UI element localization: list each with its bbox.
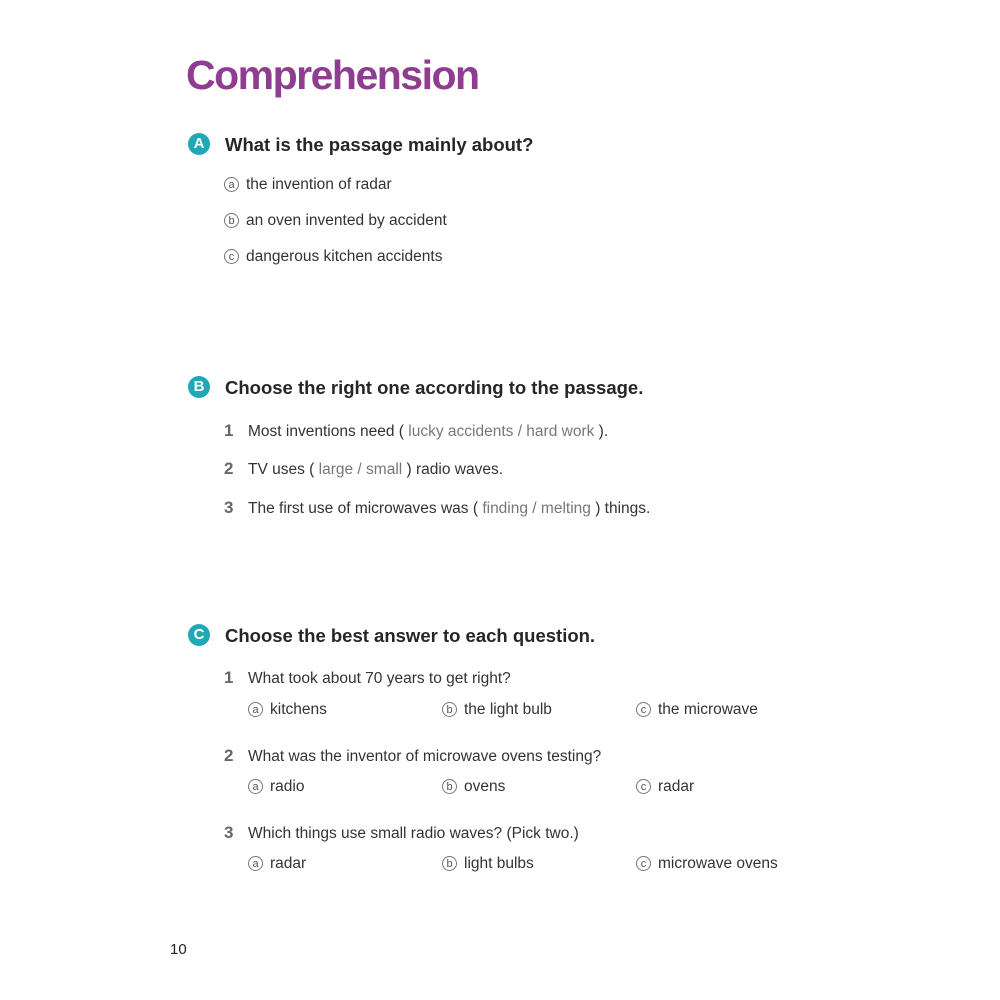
item-pre: The first use of microwaves was (248, 500, 469, 517)
section-a-option-c[interactable] (224, 248, 442, 266)
option-text: light bulbs (464, 855, 534, 872)
close-paren: ) (406, 461, 412, 478)
question-number: 3 (224, 823, 234, 842)
option-text: ovens (464, 778, 506, 795)
open-paren: ( (398, 423, 404, 440)
option-text: an oven invented by accident (246, 212, 447, 229)
section-c-question-3 (224, 823, 579, 843)
section-b-item-2 (224, 459, 503, 479)
option-text: the invention of radar (246, 176, 392, 193)
open-paren: ( (472, 500, 478, 517)
q2-option-b[interactable] (442, 778, 505, 796)
q3-option-c[interactable] (636, 855, 778, 873)
section-c-question-2 (224, 746, 601, 766)
section-a-option-a[interactable] (224, 176, 392, 194)
question-number: 1 (224, 668, 234, 687)
option-text: radar (270, 855, 307, 872)
section-b-badge: B (188, 376, 210, 398)
q3-option-a[interactable] (248, 855, 306, 873)
section-b-item-3 (224, 498, 650, 518)
question-text: What was the inventor of microwave ovens testing? (248, 748, 602, 765)
option-letter: a (248, 702, 263, 717)
item-post: . (603, 423, 609, 440)
question-text: Which things use small radio waves? (Pick two.) (248, 825, 579, 842)
option-text: dangerous kitchen accidents (246, 248, 443, 265)
option-letter: a (248, 779, 263, 794)
option-letter: b (224, 213, 239, 228)
section-a-option-b[interactable] (224, 212, 447, 230)
item-number: 3 (224, 498, 234, 517)
page-title: Comprehension (186, 52, 479, 98)
q1-option-a[interactable] (248, 701, 327, 719)
option-text: the light bulb (464, 701, 552, 718)
section-c-question-1 (224, 668, 511, 688)
section-c-badge: C (188, 624, 210, 646)
option-letter: b (442, 702, 457, 717)
section-b-item-1 (224, 421, 608, 441)
item-post: things. (604, 500, 651, 517)
option-letter: c (636, 702, 651, 717)
close-paren: ) (598, 423, 604, 440)
choice-pair[interactable]: finding / melting (482, 500, 591, 517)
option-letter: b (442, 856, 457, 871)
item-pre: Most inventions need (248, 423, 395, 440)
choice-pair[interactable]: large / small (318, 461, 403, 478)
section-b-heading: Choose the right one according to the passage. (225, 377, 644, 398)
question-text: What took about 70 years to get right? (248, 670, 511, 687)
q2-option-a[interactable] (248, 778, 304, 796)
q2-option-c[interactable] (636, 778, 694, 796)
option-text: the microwave (658, 701, 758, 718)
option-letter: c (224, 249, 239, 264)
option-text: microwave ovens (658, 855, 778, 872)
q1-option-b[interactable] (442, 701, 552, 719)
option-text: kitchens (270, 701, 327, 718)
q3-option-b[interactable] (442, 855, 534, 873)
option-letter: a (248, 856, 263, 871)
option-letter: b (442, 779, 457, 794)
section-a-badge: A (188, 133, 210, 155)
section-a-heading: What is the passage mainly about? (225, 134, 534, 155)
page-number: 10 (170, 941, 187, 958)
option-text: radio (270, 778, 305, 795)
option-text: radar (658, 778, 695, 795)
option-letter: c (636, 779, 651, 794)
q1-option-c[interactable] (636, 701, 758, 719)
choice-pair[interactable]: lucky accidents / hard work (408, 423, 595, 440)
item-pre: TV uses (248, 461, 305, 478)
item-number: 2 (224, 459, 234, 478)
option-letter: a (224, 177, 239, 192)
question-number: 2 (224, 746, 234, 765)
item-post: radio waves. (416, 461, 504, 478)
item-number: 1 (224, 421, 234, 440)
option-letter: c (636, 856, 651, 871)
open-paren: ( (309, 461, 315, 478)
close-paren: ) (595, 500, 601, 517)
section-c-heading: Choose the best answer to each question. (225, 625, 596, 646)
